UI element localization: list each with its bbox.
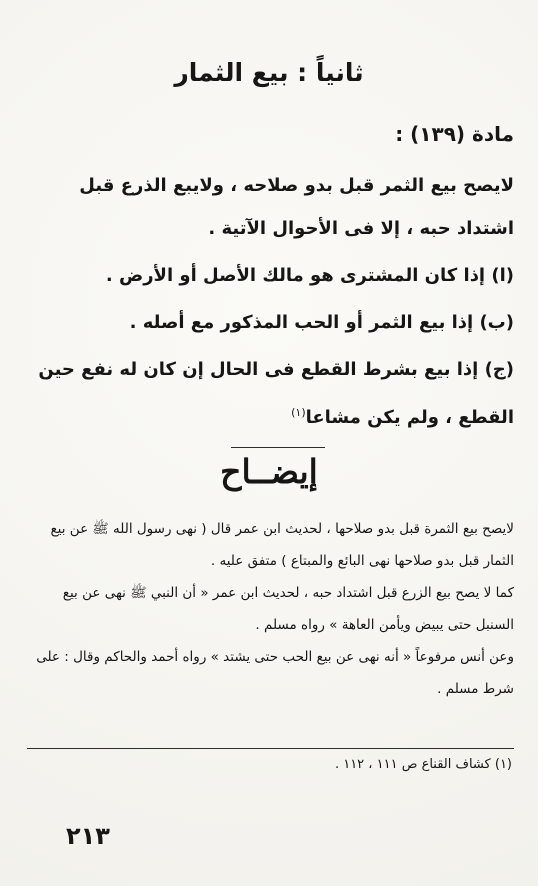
section-divider (231, 447, 325, 448)
article-item-c-text: (ج) إذا بيع بشرط القطع فى الحال إن كان له نفع حين القطع ، ولم يكن مشاعا (38, 359, 514, 428)
footnote-divider (27, 748, 514, 749)
explanation-paragraph-2: كما لا يصح بيع الزرع قبل اشتداد حبه ، لحديث ابن عمر « أن النبي ﷺ نهى عن بيع السنبل حتى يبيض ويأمن العاهة » رواه مسلم . (62, 585, 514, 633)
article-intro: لايصح بيع الثمر قبل بدو صلاحه ، ولايبع الذرع قبل اشتداد حبه ، إلا فى الأحوال الآتية . (79, 175, 514, 239)
explanation-paragraph-3: وعن أنس مرفوعاً « أنه نهى عن بيع الحب حتى يشتد » رواه أحمد والحاكم وقال : على شرط مسلم . (36, 649, 514, 697)
article-text (24, 164, 514, 439)
explanation-text (24, 513, 514, 705)
article-number: مادة (١٣٩) : (395, 122, 514, 146)
explanation-paragraph-1: لايصح بيع الثمرة قبل بدو صلاحها ، لحديث ابن عمر قال ( نهى رسول الله ﷺ عن بيع الثمار قبل بدو صلاحها نهى البائع والمبتاع ) متفق عليه . (50, 521, 514, 569)
footnote: (١) كشاف القناع ص ١١١ ، ١١٢ . (334, 757, 512, 772)
page-number: ٢١٣ (66, 822, 110, 850)
footnote-marker: (١) (291, 406, 306, 419)
article-item-c (24, 348, 514, 439)
section-title: إيضــاح (220, 452, 318, 491)
article-item-a: (ا) إذا كان المشترى هو مالك الأصل أو الأرض . (105, 265, 514, 286)
article-item-b: (ب) إذا بيع الثمر أو الحب المذكور مع أصله . (129, 312, 514, 333)
page-heading: ثانياً : بيع الثمار (174, 58, 364, 87)
